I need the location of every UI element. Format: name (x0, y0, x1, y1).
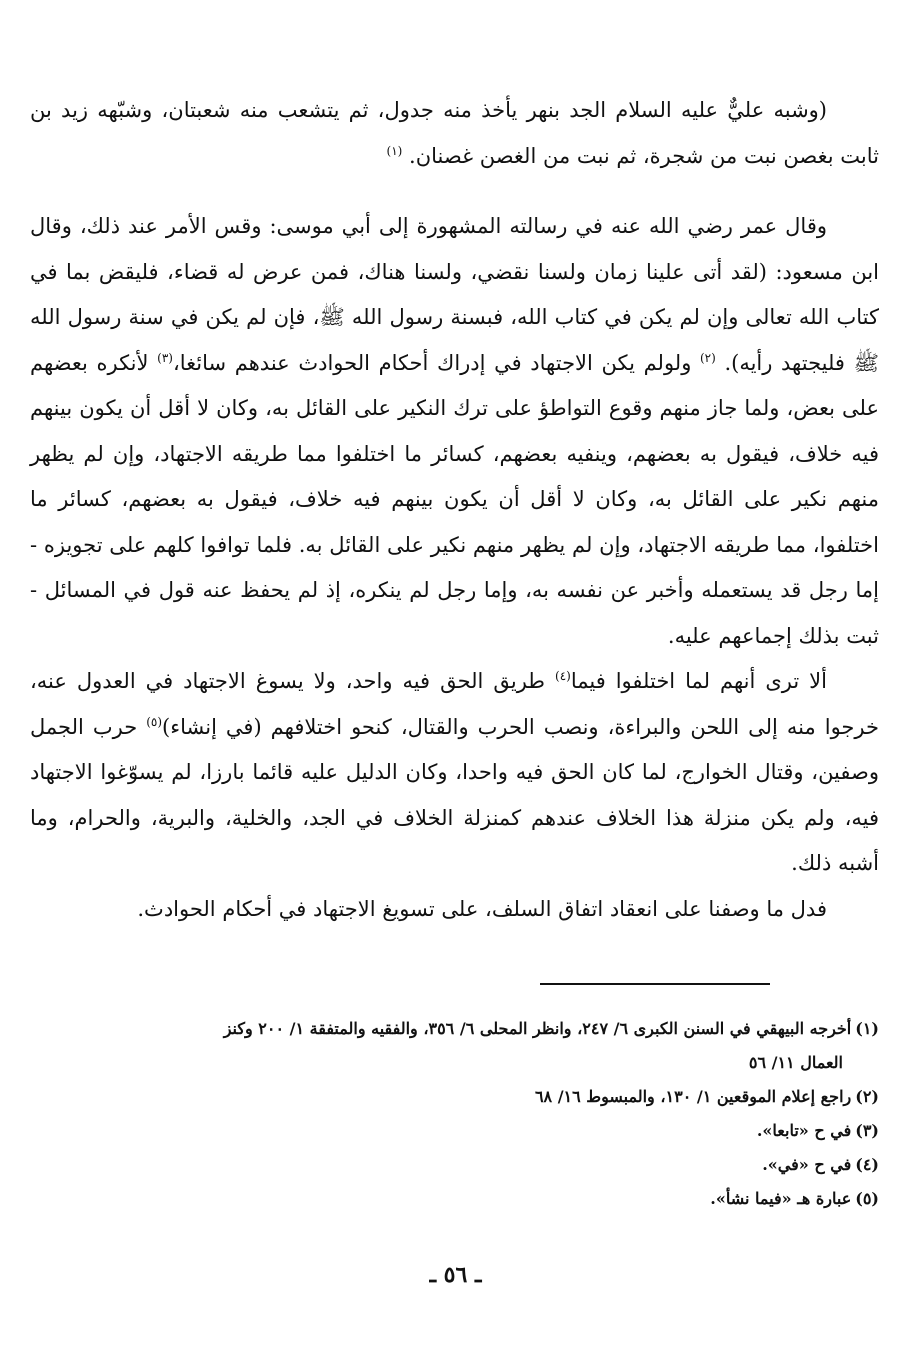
footnote-3: (٣)في ح «تابعا». (756, 1121, 879, 1140)
footnote-separator (540, 983, 770, 985)
main-text (30, 88, 879, 932)
footnote-ref-5: (٥) (146, 714, 163, 729)
footnote-ref-2: (٢) (699, 350, 716, 365)
paragraph-2: وقال عمر رضي الله عنه في رسالته المشهورة إلى أبي موسى: وقس الأمر عند ذلك، وقال ابن مسعود: (لقد أتى علينا زمان ولسنا نقضي، ولسنا هناك، فمن عرض له قضاء، فليقض بما في كتاب الله تعالى وإن لم يكن في كتاب الله، فبسنة رسول الله ﷺ، فإن لم يكن في سنة رسول الله ﷺ فليجتهد رأيه). $^{(٢)}$ ولولم يكن الاجتهاد في إدراك أحكام الحوادث عندهم سائغا،$^{(٣)}$ لأنكره بعضهم على بعض، ولما جاز منهم وقوع التواطؤ على ترك النكير على القائل به، وكان لا أقل أن يكون بينهم فيه خلاف، فيقول به بعضهم، وينفيه بعضهم، كسائر ما اختلفوا مما طريقه الاجتهاد، وإن لم يظهر منهم نكير على القائل به، وكان لا أقل أن يكون بينهم فيه خلاف، فيقول به بعضهم، كسائر ما اختلفوا، مما طريقه الاجتهاد، وإن لم يظهر منهم نكير على القائل به. فلما توافوا كلهم على تجويزه - إما رجل قد يستعمله وأخبر عن نفسه به، وإما رجل لم ينكره، إذ لم يحفظ عنه قول في المسائل - ثبت بذلك إجماعهم عليه. (30, 214, 879, 648)
footnote-5: (٥)عبارة هـ «فيما نشأ». (710, 1189, 879, 1208)
footnote-1-continuation: العمال ١١/ ٥٦ (748, 1053, 843, 1072)
footnote-ref-4: (٤) (555, 669, 571, 683)
footnote-4: (٤)في ح «في». (762, 1155, 879, 1174)
footnote-ref-3: (٣) (157, 350, 173, 365)
footnote-ref-1: (١) (386, 143, 403, 158)
footnote-2: (٢)راجع إعلام الموقعين ١/ ١٣٠، والمبسوط ١٦/ ٦٨ (534, 1087, 879, 1106)
footnote-1: (١)أخرجه البيهقي في السنن الكبرى ٦/ ٢٤٧، وانظر المحلى ٦/ ٣٥٦، والفقيه والمتفقة ١/ ٢٠٠ وكنز (223, 1019, 879, 1038)
paragraph-3: ألا ترى أنهم لما اختلفوا فيما$^{(٤)}$ طريق الحق فيه واحد، ولا يسوغ الاجتهاد في العدول عنه، خرجوا منه إلى اللحن والبراءة، ونصب الحرب والقتال، كنحو اختلافهم (في إنشاء)$^{(٥)}$ حرب الجمل وصفين، وقتال الخوارج، لما كان الحق فيه واحدا، وكان الدليل عليه قائما بارزا، لم يسوّغوا الاجتهاد فيه، ولم يكن منزلة هذا الخلاف عندهم كمنزلة الخلاف في الجد، والخلية، والبرية، والحرام، وما أشبه ذلك. (30, 669, 879, 875)
paragraph-4: فدل ما وصفنا على انعقاد اتفاق السلف، على تسويغ الاجتهاد في أحكام الحوادث. (137, 896, 827, 921)
page-number: ـ ٥٦ ـ (429, 1262, 482, 1288)
footnotes (28, 1012, 879, 1216)
paragraph-1: (وشبه عليٌّ عليه السلام الجد بنهر يأخذ منه جدول، ثم يتشعب منه شعبتان، وشبّهه زيد بن ثابت بغصن نبت من شجرة، ثم نبت من الغصن غصنان. $^{(١)}$ (30, 98, 879, 168)
